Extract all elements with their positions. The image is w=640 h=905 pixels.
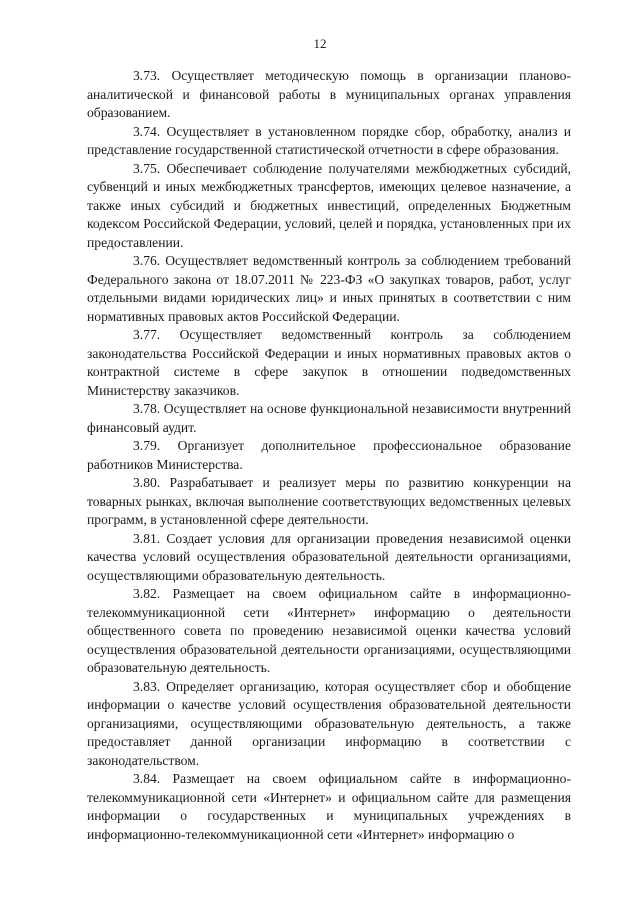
paragraph-3-80: 3.80. Разрабатывает и реализует меры по развитию конкуренции на товарных рынках, включая выполнение соответствующих ведомственных целевых программ, в установленной сфере деятельности. [87, 475, 571, 527]
paragraph-3-74: 3.74. Осуществляет в установленном порядке сбор, обработку, анализ и представление государственной статистической отчетности в сфере образования. [87, 123, 571, 157]
paragraph-3-75: 3.75. Обеспечивает соблюдение получателями межбюджетных субсидий, субвенций и иных межбюджетных трансфертов, имеющих целевое назначение, а также иных субсидий и бюджетных инвестиций, определенных Бюджетным кодексом Российской Федерации, условий, целей и порядка, установленных при их предоставлении. [87, 160, 571, 250]
paragraph-3-79: 3.79. Организует дополнительное профессиональное образование работников Министерства. [87, 438, 571, 472]
paragraph-3-78: 3.78. Осуществляет на основе функциональной независимости внутренний финансовый аудит. [87, 401, 571, 435]
page-number: 12 [313, 36, 327, 51]
paragraph-3-82: 3.82. Размещает на своем официальном сайте в информационно-телекоммуникационной сети «Интернет» информацию о деятельности общественного совета по проведению независимой оценки качества условий осуществления образовательной деятельности организациями, осуществляющими образовательную деятельность. [87, 586, 571, 675]
paragraph-3-73: 3.73. Осуществляет методическую помощь в организации планово-аналитической и финансовой работы в муниципальных органах управления образованием. [87, 68, 571, 120]
paragraph-3-83: 3.83. Определяет организацию, которая осуществляет сбор и обобщение информации о качестве условий осуществления образовательной деятельности организациями, осуществляющими образовательную деятельность, а также предоставляет данной организации информацию в соответствии с законодательством. [87, 678, 571, 768]
paragraph-3-77: 3.77. Осуществляет ведомственный контроль за соблюдением законодательства Российской Федерации и иных нормативных правовых актов о контрактной системе в сфере закупок в отношении подведомственных Министерству заказчиков. [87, 327, 571, 398]
document-body [87, 67, 571, 844]
paragraph-3-81: 3.81. Создает условия для организации проведения независимой оценки качества условий осуществления образовательной деятельности организациями, осуществляющими образовательную деятельность. [87, 530, 571, 583]
paragraph-3-76: 3.76. Осуществляет ведомственный контроль за соблюдением требований Федерального закона от 18.07.2011 № 223-ФЗ «О закупках товаров, работ, услуг отдельными видами юридических лиц» и иных принятых в соответствии с ним нормативных правовых актов Российской Федерации. [87, 253, 571, 324]
paragraph-3-84: 3.84. Размещает на своем официальном сайте в информационно-телекоммуникационной сети «Интернет» и официальном сайте для размещения информации о государственных и муниципальных учреждениях в информационно-телекоммуникационной сети «Интернет» информацию о [87, 771, 571, 842]
